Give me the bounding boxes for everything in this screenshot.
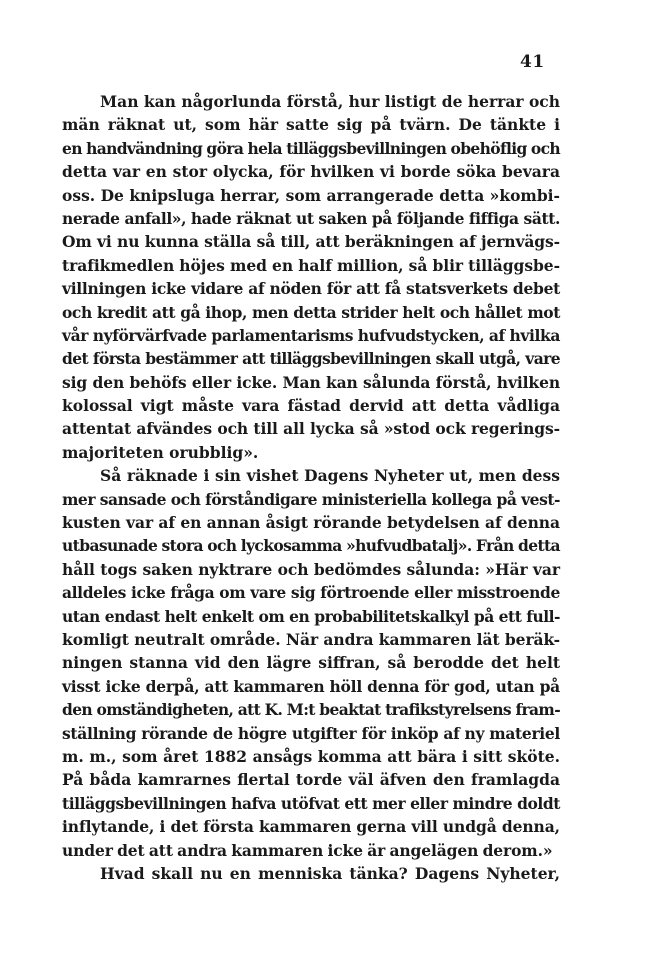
text-line: kusten var af en annan åsigt rörande betydelsen af denna xyxy=(62,513,560,533)
body-text xyxy=(62,90,560,885)
text-line: attentat afvändes och till all lycka så »stod ock regerings- xyxy=(62,419,560,439)
text-line: tilläggsbevillningen hafva utöfvat ett mer eller mindre doldt xyxy=(62,793,560,813)
text-line: Man kan någorlunda förstå, hur listigt de herrar och xyxy=(100,92,560,111)
text-line: komligt neutralt område. När andra kammaren lät beräk- xyxy=(62,629,560,649)
text-line: håll togs saken nyktrare och bedömdes sålunda: »Här var xyxy=(62,559,560,579)
text-line: villningen icke vidare af nöden för att få statsverkets debet xyxy=(62,279,560,299)
text-line: vår nyförvärfvade parlamentarisms hufvudstycken, af hvilka xyxy=(62,325,560,345)
text-line: ställning rörande de högre utgifter för inköp af ny materiel xyxy=(62,723,560,743)
text-line: män räknat ut, som här satte sig på tvärn. De tänkte i xyxy=(62,115,560,135)
paragraph xyxy=(62,862,560,885)
paragraph xyxy=(62,464,560,862)
text-line: under det att andra kammaren icke är angelägen derom.» xyxy=(62,840,553,860)
text-line: en handvändning göra hela tilläggsbevillningen obehöflig och xyxy=(62,138,560,158)
text-line: Hvad skall nu en menniska tänka? Dagens Nyheter, xyxy=(100,863,560,883)
text-line: trafikmedlen höjes med en half million, så blir tilläggsbe- xyxy=(62,255,560,275)
text-line: visst icke derpå, att kammaren höll denna för god, utan på xyxy=(62,676,560,696)
text-line: utbasunade stora och lyckosamma »hufvudbatalj». Från detta xyxy=(62,536,560,556)
text-line: ningen stanna vid den lägre siffran, så berodde det helt xyxy=(62,653,560,673)
text-line: m. m., som året 1882 ansågs komma att bära i sitt sköte. xyxy=(62,746,560,766)
text-line: den omständigheten, att K. M:t beaktat trafikstyrelsens fram- xyxy=(62,700,560,720)
text-line: På båda kamrarnes flertal torde väl äfven den framlagda xyxy=(62,770,560,790)
text-line: alldeles icke fråga om vare sig förtroende eller misstroende xyxy=(62,583,560,603)
page-number: 41 xyxy=(520,52,545,72)
text-line: och kredit att gå ihop, men detta strider helt och hållet mot xyxy=(62,302,560,322)
text-line: oss. De knipsluga herrar, som arrangerade detta »kombi- xyxy=(62,185,560,205)
text-line: majoriteten orubblig». xyxy=(62,442,259,462)
text-line: inflytande, i det första kammaren gerna vill undgå denna, xyxy=(62,817,560,837)
text-line: nerade anfall», hade räknat ut saken på följande fiffiga sätt. xyxy=(62,208,560,228)
text-line: Så räknade i sin vishet Dagens Nyheter ut, men dess xyxy=(100,466,560,486)
text-line: mer sansade och förståndigare ministeriella kollega på vest- xyxy=(62,489,560,509)
text-line: detta var en stor olycka, för hvilken vi borde söka bevara xyxy=(62,162,560,182)
text-line: sig den behöfs eller icke. Man kan sålunda förstå, hvilken xyxy=(62,372,560,392)
text-line: utan endast helt enkelt om en probabilitetskalkyl på ett full- xyxy=(62,606,560,626)
text-line: Om vi nu kunna ställa så till, att beräkningen af jernvägs- xyxy=(62,232,560,252)
paragraph xyxy=(62,90,560,464)
text-line: kolossal vigt måste vara fästad dervid att detta vådliga xyxy=(62,396,560,416)
text-line: det första bestämmer att tilläggsbevillningen skall utgå, vare xyxy=(62,349,560,369)
